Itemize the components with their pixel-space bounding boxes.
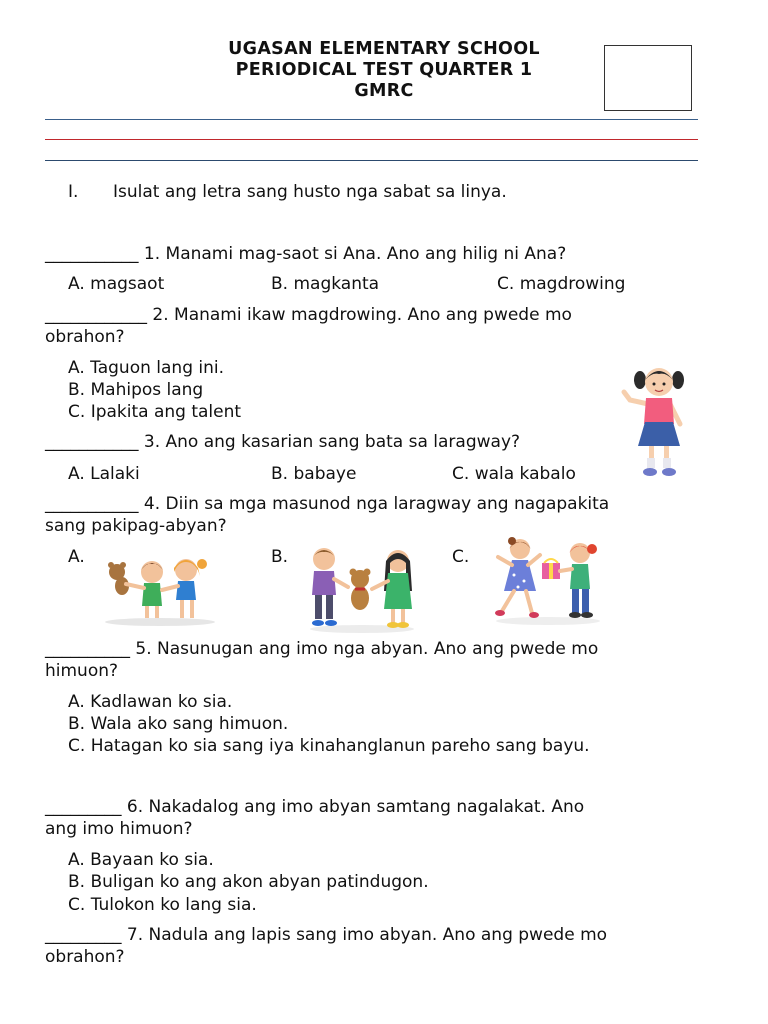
q2-option-c: C. Ipakita ang talent: [68, 402, 242, 422]
kids-fighting-over-bear-icon: [100, 550, 220, 628]
q1-option-b: B. magkanta: [271, 274, 380, 294]
answer-blank-7[interactable]: _________: [45, 925, 122, 945]
rule-top: [45, 119, 698, 120]
girl-waving-icon: [618, 362, 696, 482]
instruction-text: Isulat ang letra sang husto nga sabat sa linya.: [113, 182, 507, 202]
question-6-text: 6. Nakadalog ang imo abyan samtang nagalakat. Ano: [121, 797, 585, 817]
question-4-text: 4. Diin sa mga masunod nga laragway ang nagapakita: [138, 494, 610, 514]
question-6: [45, 796, 584, 818]
instruction-number: I.: [68, 182, 79, 202]
q2-option-b: B. Mahipos lang: [68, 380, 204, 400]
q6-option-b: B. Buligan ko ang akon abyan patindugon.: [68, 872, 429, 892]
girls-sharing-gift-icon: [488, 535, 608, 627]
score-box[interactable]: [604, 45, 692, 111]
q3-option-b: B. babaye: [271, 464, 357, 484]
answer-blank-3[interactable]: ___________: [45, 432, 139, 452]
rule-bottom: [45, 160, 698, 161]
school-name: UGASAN ELEMENTARY SCHOOL: [228, 39, 540, 59]
question-1-text: 1. Manami mag-saot si Ana. Ano ang hilig ni Ana?: [138, 244, 567, 264]
answer-blank-6[interactable]: _________: [45, 797, 122, 817]
q1-option-c: C. magdrowing: [497, 274, 626, 294]
q2-option-a: A. Taguon lang ini.: [68, 358, 225, 378]
q5-option-a: A. Kadlawan ko sia.: [68, 692, 233, 712]
q5-option-b: B. Wala ako sang himuon.: [68, 714, 289, 734]
question-5-line2: himuon?: [45, 661, 119, 681]
q4-option-a: A.: [68, 547, 85, 567]
question-1: [45, 243, 566, 265]
q4-option-c: C.: [452, 547, 470, 567]
subject-title: GMRC: [354, 81, 414, 101]
answer-blank-2[interactable]: ____________: [45, 305, 147, 325]
question-2-line2: obrahon?: [45, 327, 125, 347]
question-5: [45, 638, 598, 660]
question-4: [45, 493, 609, 515]
q3-option-a: A. Lalaki: [68, 464, 140, 484]
test-title: PERIODICAL TEST QUARTER 1: [235, 60, 533, 80]
q6-option-a: A. Bayaan ko sia.: [68, 850, 214, 870]
question-7: [45, 924, 607, 946]
question-6-line2: ang imo himuon?: [45, 819, 193, 839]
question-2: [45, 304, 572, 326]
question-7-text: 7. Nadula ang lapis sang imo abyan. Ano ang pwede mo: [121, 925, 608, 945]
answer-blank-1[interactable]: ___________: [45, 244, 139, 264]
q6-option-c: C. Tulokon ko lang sia.: [68, 895, 257, 915]
q5-option-c: C. Hatagan ko sia sang iya kinahanglanun pareho sang bayu.: [68, 736, 590, 756]
answer-blank-4[interactable]: ___________: [45, 494, 139, 514]
kids-pulling-teddy-bear-icon: [302, 543, 420, 635]
question-4-line2: sang pakipag-abyan?: [45, 516, 227, 536]
question-3-text: 3. Ano ang kasarian sang bata sa laragway?: [138, 432, 521, 452]
rule-middle: [45, 139, 698, 140]
q4-option-b: B.: [271, 547, 289, 567]
q1-option-a: A. magsaot: [68, 274, 165, 294]
q3-option-c: C. wala kabalo: [452, 464, 576, 484]
answer-blank-5[interactable]: __________: [45, 639, 130, 659]
question-2-text: 2. Manami ikaw magdrowing. Ano ang pwede mo: [147, 305, 572, 325]
question-5-text: 5. Nasunugan ang imo nga abyan. Ano ang pwede mo: [130, 639, 599, 659]
question-7-line2: obrahon?: [45, 947, 125, 967]
question-3: [45, 431, 520, 453]
